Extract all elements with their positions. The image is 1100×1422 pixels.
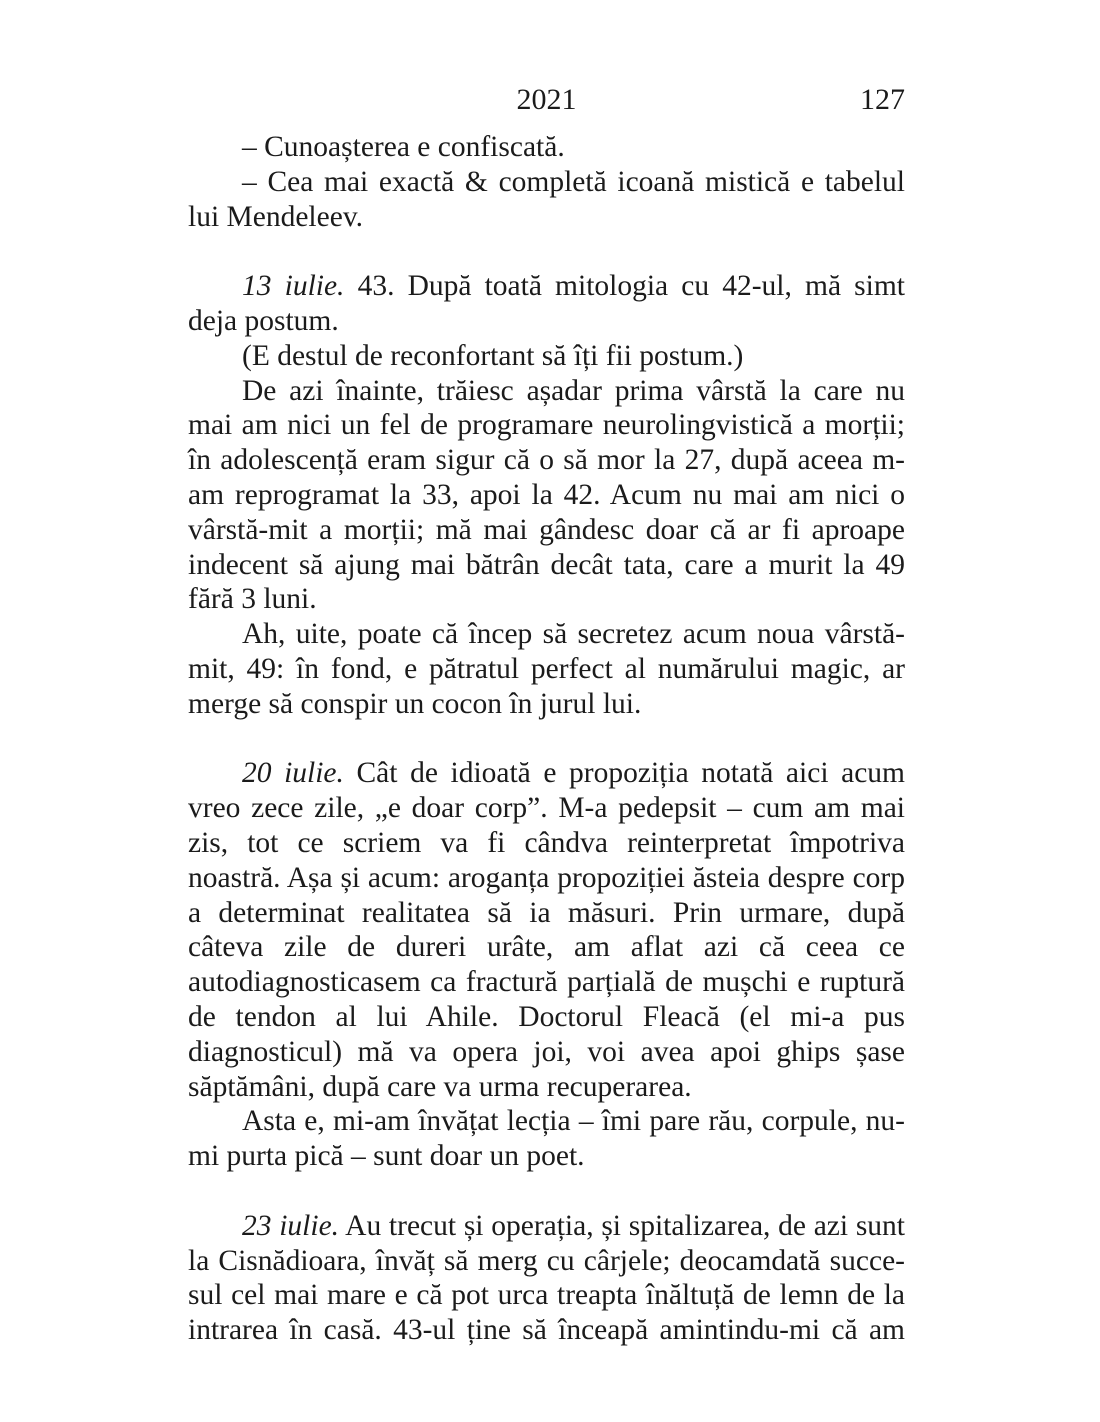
running-head-year: 2021 [516,83,577,116]
entry-13-iulie: 13 iulie. 43. După toată mitologia cu 42-ul, mă simt deja postum. [188,270,905,337]
entry-13-iulie-para-2: (E destul de reconfortant să îți fii postum.) [242,339,744,372]
entry-date: 13 iulie. [242,270,345,303]
dialogue-line-2: – Cea mai exactă & completă icoană mistică e tabelul lui Mendeleev. [188,165,905,233]
running-head [188,82,905,118]
entry-20-iulie: 20 iulie. Cât de idioată e propoziția notată aici acum vreo zece zile, „e doar corp”. M-a pedepsit – cum am mai zis, tot ce scriem va fi cândva reinterpretat împotriva noastră. Așa și acum: aroganța propoziției ăsteia despre corp a determinat realitatea să ia măsuri. Prin urmare, după câteva zile de dureri urâte, am aflat azi că ceea ce autodiagnosticasem ca fractură parțială de mușchi e ruptură de tendon al lui Ahile. Doctorul Fleacă (el mi-a pus diagnosticul) mă va opera joi, voi avea apoi ghips șase săptămâni, după care va urma recuperarea. [188,757,905,1103]
entry-date: 20 iulie. [242,757,344,790]
entry-13-iulie-para-3: De azi înainte, trăiesc așadar prima vârstă la care nu mai am nici un fel de programare neurolingvistică a morții; în adolescență eram sigur că o să mor la 27, după aceea m-am reprogramat la 33, apoi la 42. Acum nu mai am nici o vârstă-mit a morții; mă mai gândesc doar că ar fi aproape indecent să ajung mai bătrân decât tata, care a murit la 49 fără 3 luni. [188,374,905,616]
entry-date: 23 iulie. [242,1209,340,1242]
page-number: 127 [860,83,905,116]
dialogue-line-1: – Cunoașterea e confiscată. [242,131,565,163]
page-body [188,130,905,1348]
entry-13-iulie-para-4: Ah, uite, poate că încep să secretez acum noua vârstă-mit, 49: în fond, e pătratul perfect al numărului magic, ar merge să conspir un cocon în jurul lui. [188,618,905,720]
entry-23-iulie: 23 iulie. Au trecut și operația, și spitalizarea, de azi sunt la Cisnădioara, învăț să merg cu cârjele; deocamdată succesul cel mai mare e că pot urca treapta înăltuță de lemn de la intrarea în casă. 43-ul ține să înceapă amintindu-mi că am [188,1209,906,1347]
entry-20-iulie-para-2: Asta e, mi-am învățat lecția – îmi pare rău, corpule, nu-mi purta pică – sunt doar un poet. [188,1105,905,1173]
